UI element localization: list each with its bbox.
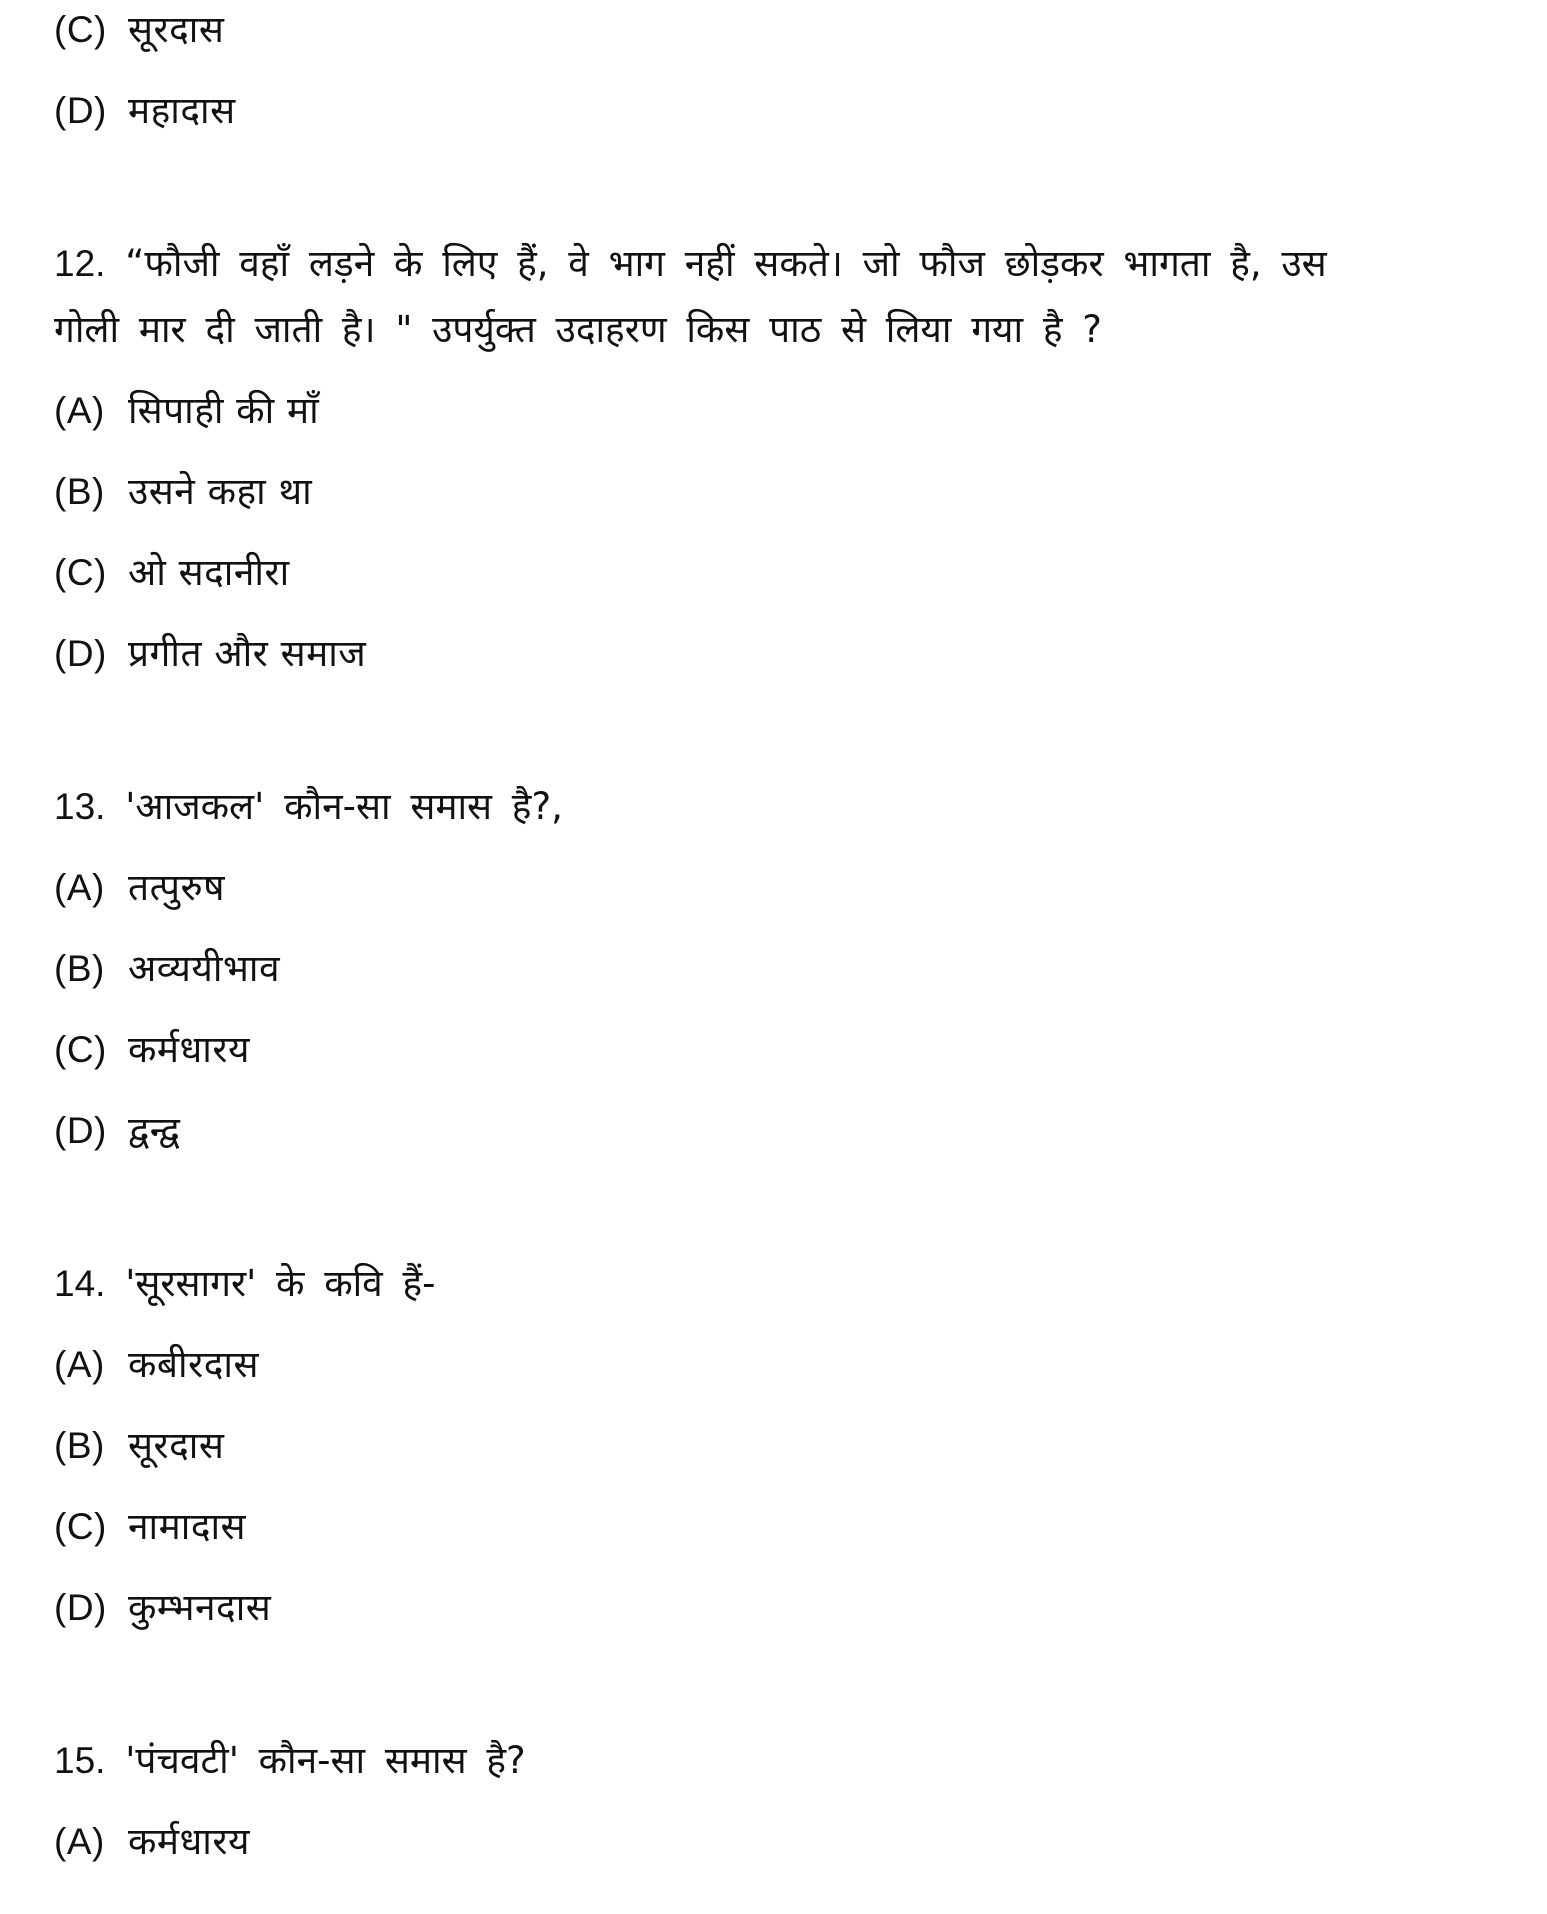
option-label: (C) xyxy=(54,1029,107,1070)
option-label: (B) xyxy=(54,1425,105,1466)
option-b xyxy=(54,468,312,516)
option-c xyxy=(54,1503,246,1551)
option-label: (B) xyxy=(54,471,105,512)
question-text: गोली मार दी जाती है। " उपर्युक्त उदाहरण किस पाठ से लिया गया है ? xyxy=(54,308,1102,351)
question-number: 14. xyxy=(54,1263,106,1304)
question-number: 12. xyxy=(54,243,106,284)
question-text: 'सूरसागर' के कवि हैं- xyxy=(125,1262,436,1305)
option-text: नामादास xyxy=(128,1505,247,1548)
option-label: (A) xyxy=(54,1344,105,1385)
option-label: (D) xyxy=(54,1587,107,1628)
option-text: प्रगीत और समाज xyxy=(128,632,367,675)
option-label: (D) xyxy=(54,1110,107,1151)
question-12-line-1 xyxy=(54,240,1327,288)
option-label: (A) xyxy=(54,1821,105,1862)
option-a xyxy=(54,1341,259,1389)
option-text: महादास xyxy=(128,89,236,132)
question-13 xyxy=(54,783,563,831)
question-text: “फौजी वहाँ लड़ने के लिए हैं, वे भाग नहीं सकते। जो फौज छोड़कर भागता है, उस xyxy=(125,242,1327,285)
option-text: कर्मधारय xyxy=(128,1820,250,1863)
option-text: तत्पुरुष xyxy=(128,866,225,909)
option-d xyxy=(54,630,366,678)
question-12-line-2 xyxy=(54,306,1102,354)
option-text: सूरदास xyxy=(128,8,225,51)
question-number: 15. xyxy=(54,1740,106,1781)
question-14 xyxy=(54,1260,436,1308)
question-text: 'पंचवटी' कौन-सा समास है? xyxy=(125,1739,526,1782)
option-b xyxy=(54,945,280,993)
option-text: द्वन्द्व xyxy=(128,1109,181,1152)
option-text: अव्ययीभाव xyxy=(128,947,281,990)
option-label: (D) xyxy=(54,633,107,674)
option-text: सूरदास xyxy=(128,1424,225,1467)
option-text: कुम्भनदास xyxy=(128,1586,272,1629)
option-label: (A) xyxy=(54,867,105,908)
question-15 xyxy=(54,1737,526,1785)
option-label: (C) xyxy=(54,552,107,593)
option-text: कबीरदास xyxy=(128,1343,260,1386)
option-text: उसने कहा था xyxy=(128,470,313,513)
option-d xyxy=(54,87,236,135)
option-text: कर्मधारय xyxy=(128,1028,250,1071)
option-b xyxy=(54,1422,224,1470)
option-label: (C) xyxy=(54,9,107,50)
question-number: 13. xyxy=(54,786,106,827)
option-c xyxy=(54,549,290,597)
question-text: 'आजकल' कौन-सा समास है?, xyxy=(125,785,563,828)
option-a xyxy=(54,387,319,435)
option-a xyxy=(54,864,225,912)
option-text: सिपाही की माँ xyxy=(128,389,320,432)
option-c xyxy=(54,1026,250,1074)
option-label: (B) xyxy=(54,948,105,989)
option-c xyxy=(54,6,224,54)
option-label: (C) xyxy=(54,1506,107,1547)
option-d xyxy=(54,1107,180,1155)
option-d xyxy=(54,1584,271,1632)
option-text: ओ सदानीरा xyxy=(128,551,290,594)
option-a xyxy=(54,1818,250,1866)
option-label: (A) xyxy=(54,390,105,431)
option-label: (D) xyxy=(54,90,107,131)
